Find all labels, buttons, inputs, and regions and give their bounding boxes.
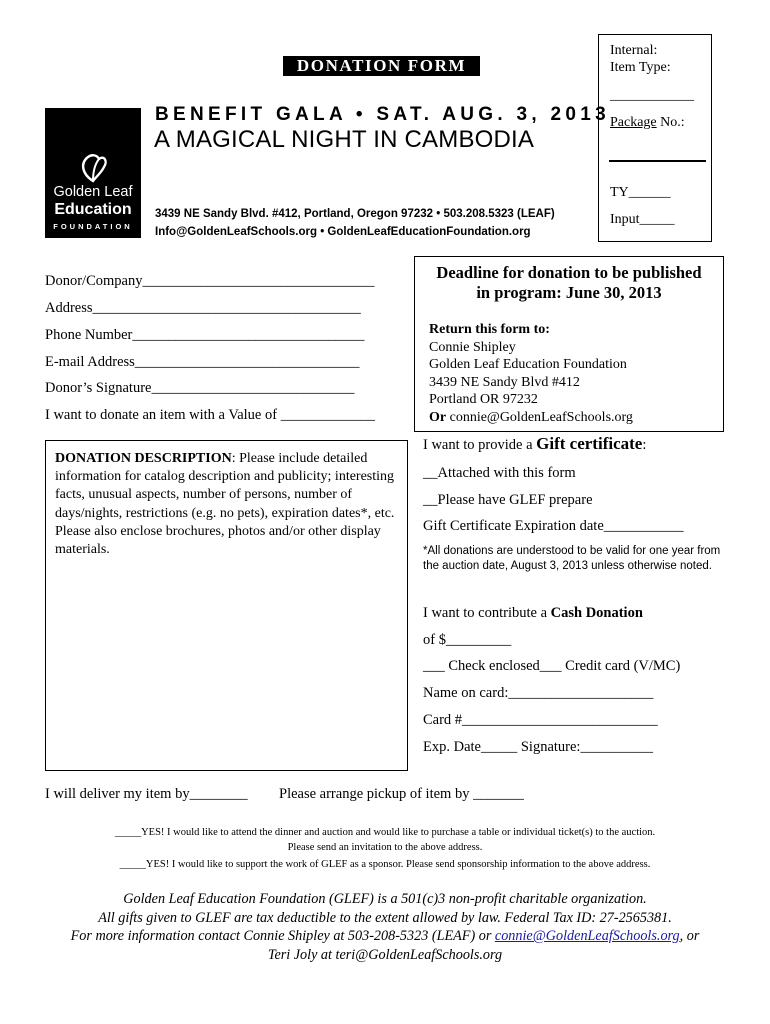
- payment-method-options[interactable]: ___ Check enclosed___ Credit card (V/MC): [423, 658, 681, 674]
- footer-or: , or: [679, 928, 700, 944]
- gift-attached-option[interactable]: __Attached with this form: [423, 465, 576, 481]
- attend-optin-line-1: _____YES! I would like to attend the dinner and auction and would like to purchase a table or individual ticket(s) to the auction.: [114, 827, 656, 838]
- description-instructions: [55, 450, 400, 559]
- internal-label: Internal:: [610, 43, 658, 58]
- footer-line-4: Teri Joly at teri@GoldenLeafSchools.org: [267, 946, 503, 963]
- package-word: Package: [610, 115, 657, 130]
- deadline-line-2: in program: June 30, 2013: [476, 283, 662, 302]
- item-type-label: Item Type:: [610, 60, 671, 75]
- return-line: Connie Shipley: [429, 339, 516, 355]
- card-number-field[interactable]: Card #___________________________: [423, 712, 658, 728]
- footer: [0, 890, 770, 964]
- package-number-label: [610, 114, 685, 131]
- footer-contact-text: For more information contact Connie Shipley at 503-208-5323 (LEAF) or: [70, 928, 495, 944]
- deadline-heading: [415, 263, 723, 303]
- signature-field[interactable]: Donor’s Signature____________________________: [45, 380, 355, 396]
- cash-prefix: I want to contribute a: [423, 605, 551, 621]
- item-value-field[interactable]: I want to donate an item with a Value of _____________: [45, 407, 375, 423]
- cash-amount-field[interactable]: of $_________: [423, 632, 512, 648]
- return-email[interactable]: connie@GoldenLeafSchools.org: [446, 409, 633, 425]
- cash-emphasis: Cash Donation: [550, 605, 643, 621]
- gift-suffix: :: [642, 437, 647, 453]
- logo-line-1: Golden Leaf: [53, 184, 133, 200]
- foundation-contact: Info@GoldenLeafSchools.org • GoldenLeafEducationFoundation.org: [155, 226, 531, 238]
- connie-email-link[interactable]: connie@GoldenLeafSchools.org: [494, 928, 680, 944]
- cash-donation-heading: [423, 605, 643, 622]
- event-date-line: BENEFIT GALA • SAT. AUG. 3, 2013: [155, 104, 610, 125]
- deadline-box: [414, 256, 724, 432]
- return-line: Portland OR 97232: [429, 392, 538, 408]
- description-body: : Please include detailed information for catalog description and publicity; interesting facts, unusual aspects, number of persons, number of days/nights, restrictions (e.g. no pets), expiration dates*, etc. Please also enclose brochures, photos and/or other display materials.: [55, 451, 395, 558]
- return-line: 3439 NE Sandy Blvd #412: [429, 374, 580, 390]
- footer-line-2: All gifts given to GLEF are tax deductible to the extent allowed by law. Federal Tax ID: 27-2565381.: [98, 909, 672, 926]
- gift-certificate-heading: [423, 434, 646, 454]
- description-heading: DONATION DESCRIPTION: [55, 451, 232, 466]
- foundation-address: 3439 NE Sandy Blvd. #412, Portland, Oregon 97232 • 503.208.5323 (LEAF): [155, 208, 555, 220]
- exp-date-signature-field[interactable]: Exp. Date_____ Signature:__________: [423, 739, 653, 755]
- validity-note: *All donations are understood to be valid for one year from the auction date, August 3, 2013 unless otherwise noted.: [423, 545, 721, 572]
- return-email-line: [429, 409, 633, 427]
- donation-description-box[interactable]: [45, 440, 408, 771]
- email-field[interactable]: E-mail Address_______________________________: [45, 354, 360, 370]
- donor-company-field[interactable]: Donor/Company________________________________: [45, 273, 375, 289]
- leaf-icon: [75, 150, 111, 186]
- gift-prepare-option[interactable]: __Please have GLEF prepare: [423, 492, 593, 508]
- name-on-card-field[interactable]: Name on card:____________________: [423, 685, 654, 701]
- return-heading: Return this form to:: [429, 322, 550, 337]
- deadline-line-1: Deadline for donation to be published: [436, 263, 702, 282]
- gift-emphasis: Gift certificate: [536, 434, 643, 453]
- footer-line-1: Golden Leaf Education Foundation (GLEF) is a 501(c)3 non-profit charitable organization.: [123, 891, 647, 907]
- address-field[interactable]: Address_____________________________________: [45, 300, 361, 316]
- input-field[interactable]: Input_____: [610, 212, 675, 227]
- internal-use-box: [598, 34, 712, 242]
- pickup-date-field[interactable]: Please arrange pickup of item by _______: [279, 786, 524, 802]
- or-label: Or: [429, 409, 447, 425]
- sponsor-optin[interactable]: _____YES! I would like to support the work of GLEF as a sponsor. Please send sponsorship information to the above address.: [119, 859, 651, 870]
- logo-line-2: Education: [54, 201, 132, 218]
- footer-line-3: [0, 927, 770, 946]
- phone-field[interactable]: Phone Number________________________________: [45, 327, 365, 343]
- package-number-line[interactable]: [609, 160, 706, 162]
- delivery-date-field[interactable]: I will deliver my item by________: [45, 786, 248, 802]
- package-suffix: No.:: [656, 115, 685, 130]
- return-line: Golden Leaf Education Foundation: [429, 357, 627, 373]
- gift-expiration-field[interactable]: Gift Certificate Expiration date___________: [423, 518, 684, 534]
- logo-line-3: FOUNDATION: [53, 222, 133, 231]
- logo: [45, 108, 141, 238]
- item-type-blank[interactable]: ____________: [610, 88, 694, 103]
- attend-optin-line-2: Please send an invitation to the above address.: [287, 842, 483, 853]
- ty-field[interactable]: TY______: [610, 185, 671, 200]
- gift-prefix: I want to provide a: [423, 437, 537, 453]
- return-address: [429, 321, 633, 427]
- form-title: DONATION FORM: [283, 56, 480, 76]
- attend-optin[interactable]: [0, 825, 770, 855]
- event-name: A MAGICAL NIGHT IN CAMBODIA: [154, 126, 535, 153]
